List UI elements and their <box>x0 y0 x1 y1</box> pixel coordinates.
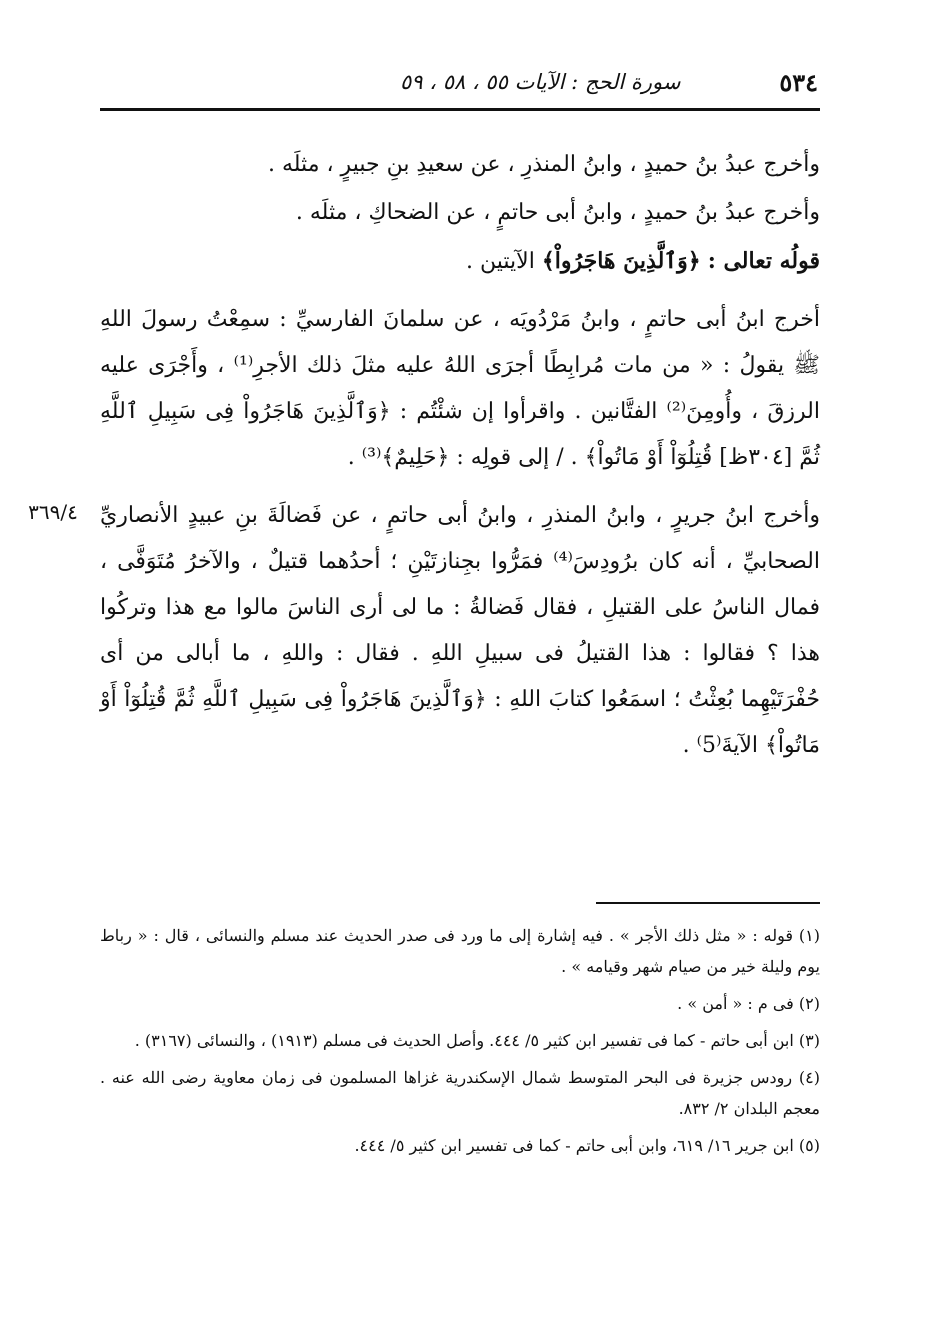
footnotes <box>100 920 820 1167</box>
footnote-rule <box>596 902 820 904</box>
footnote: (٥) ابن جرير ١٦/ ٦١٩، وابن أبى حاتم - كما فى تفسير ابن كثير ٥/ ٤٤٤. <box>354 1136 820 1155</box>
header-rule <box>100 108 820 111</box>
quran-verse: ﴿وَٱلَّذِينَ هَاجَرُواْ﴾ <box>541 248 701 274</box>
main-text <box>100 142 820 781</box>
paragraph: وأخرج عبدُ بنُ حميدٍ ، وابنُ أبى حاتمٍ ، عن الضحاكِ ، مثلَه . <box>295 200 820 225</box>
page-number: ٥٣٤ <box>779 67 818 97</box>
footnote: (٤) رودس جزيرة فى البحر المتوسط شمال الإسكندرية غزاها المسلمون فى زمان معاوية رضى الله عنه . معجم البلدان ٢/ ٨٣٢. <box>100 1068 820 1118</box>
paragraph: أخرج ابنُ أبى حاتمٍ ، وابنُ مَرْدُويَه ، عن سلمانَ الفارسيِّ : سمِعْتُ رسولَ اللهِ ﷺ يقولُ : « من مات مُرابِطًا أجرَى اللهُ عليه مثلَ ذلك الأجرِ⁽¹⁾ ، وأَجْرَى عليه الرزقَ ، وأُومِنَ⁽²⁾ الفتَّانين . واقرأوا إن شئْتُم : ﴿وَٱلَّذِينَ هَاجَرُواْ فِى سَبِيلِ ٱللَّهِ ثُمَّ [٣٠٤ظ] قُتِلُوٓاْ أَوْ مَاتُواْ﴾ . / إلى قولِه : ﴿حَلِيمٌ﴾⁽³⁾ . <box>100 307 821 470</box>
page-header <box>100 60 818 104</box>
paragraph: وأخرج عبدُ بنُ حميدٍ ، وابنُ المنذرِ ، عن سعيدِ بنِ جبيرٍ ، مثلَه . <box>267 152 820 177</box>
footnote: (٣) ابن أبى حاتم - كما فى تفسير ابن كثير ٥/ ٤٤٤. وأصل الحديث فى مسلم (١٩١٣) ، والنسائى (٣١٦٧) . <box>134 1031 820 1050</box>
verse-heading <box>100 238 820 285</box>
paragraph: وأخرج ابنُ جريرٍ ، وابنُ المنذرِ ، وابنُ أبى حاتمٍ ، عن فَضالَةَ بنِ عبيدٍ الأنصاريِّ الصحابيِّ ، أنه كان برُودِسَ⁽⁴⁾ فمَرُّوا بجِنازتَيْنِ ؛ أحدُهما قتيلٌ ، والآخرُ مُتَوَفَّى ، فمال الناسُ على القتيلِ ، فقال فَضالةُ : ما لى أرى الناسَ مالوا مع هذا وتركُوا هذا ؟ فقالوا : هذا القتيلُ فى سبيلِ اللهِ . فقال : واللهِ ، ما أبالى من أى حُفْرَتَيْهِما بُعِثْتُ ؛ اسمَعُوا كتابَ اللهِ : ﴿وَٱلَّذِينَ هَاجَرُواْ فِى سَبِيلِ ٱللَّهِ ثُمَّ قُتِلُوٓاْ أَوْ مَاتُواْ﴾ الآيةَ⁽5⁾ . <box>100 503 820 758</box>
verse-heading-prefix: قولُه تعالى : <box>707 248 820 274</box>
footnote: (٢) فى م : « أمن » . <box>677 994 820 1013</box>
running-title: سورة الحج : الآيات ٥٥ ، ٥٨ ، ٥٩ <box>400 70 681 94</box>
footnote: (١) قوله : « مثل ذلك الأجر » . فيه إشارة إلى ما ورد فى صدر الحديث عند مسلم والنسائى ، قال : « رباط يوم وليلة خير من صيام شهر وقيامه » . <box>100 926 820 976</box>
verse-heading-suffix: الآيتين . <box>466 249 535 274</box>
margin-reference: ٣٦٩/٤ <box>28 500 78 524</box>
